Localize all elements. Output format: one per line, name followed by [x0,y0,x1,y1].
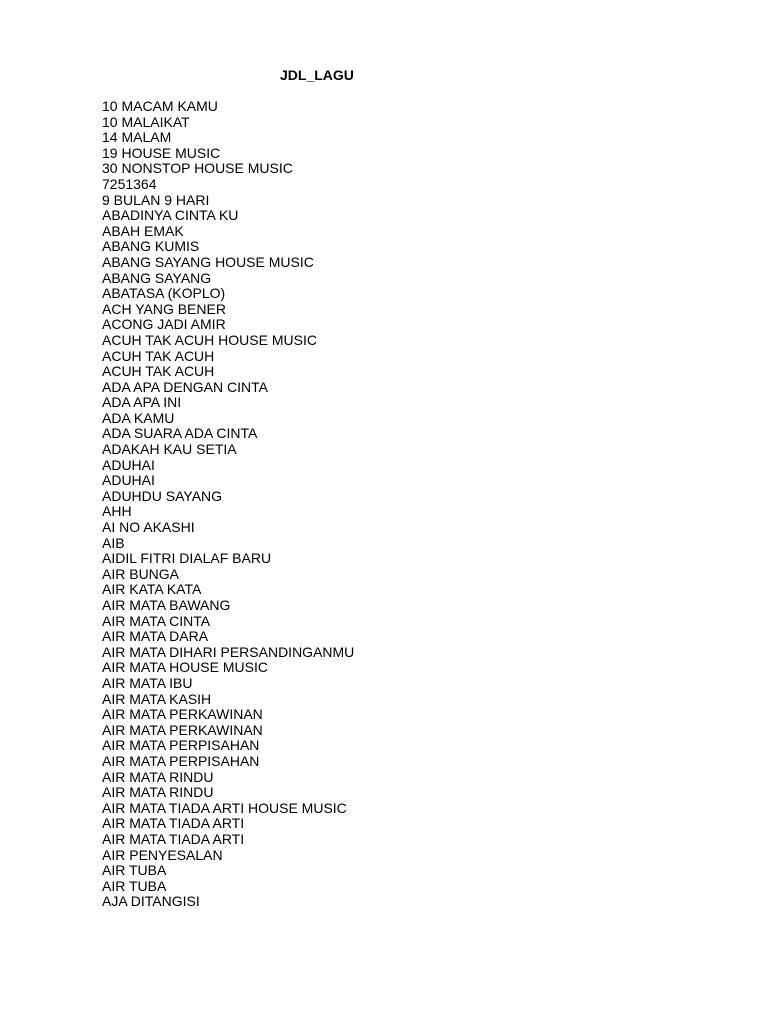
song-title: AIR MATA TIADA ARTI HOUSE MUSIC [102,799,347,816]
song-title: AIR MATA RINDU [102,768,214,785]
song-title: ADA SUARA ADA CINTA [102,425,258,442]
song-title: AIB [102,534,125,551]
song-title: AIR KATA KATA [102,581,202,598]
song-title: AIR TUBA [102,862,167,879]
song-title: ACUH TAK ACUH [102,347,215,364]
song-title: ABANG KUMIS [102,238,200,255]
song-title: ADA KAMU [102,409,175,426]
song-title: AJA DITANGISI [102,893,200,910]
song-title: ABANG SAYANG [102,269,212,286]
song-title: ACONG JADI AMIR [102,316,226,333]
song-title: 7251364 [102,175,157,192]
song-title: AIR MATA TIADA ARTI [102,830,245,847]
song-title: AIR MATA IBU [102,674,193,691]
song-title: AIR MATA PERKAWINAN [102,706,263,723]
song-title: AIR MATA DARA [102,628,209,645]
song-title: AIR PENYESALAN [102,846,223,863]
song-title: 19 HOUSE MUSIC [102,144,221,161]
song-title: AIR MATA TIADA ARTI [102,815,245,832]
song-title: AIR MATA DIHARI PERSANDINGANMU [102,643,355,660]
song-title: ABATASA (KOPLO) [102,285,226,302]
song-title: ADA APA INI [102,394,182,411]
song-title: AIDIL FITRI DIALAF BARU [102,550,272,567]
song-title: AIR MATA CINTA [102,612,211,629]
song-title: AIR TUBA [102,877,167,894]
song-title: AI NO AKASHI [102,519,195,536]
song-title: ADUHDU SAYANG [102,487,223,504]
song-title: ABADINYA CINTA KU [102,207,239,224]
song-title: ACUH TAK ACUH HOUSE MUSIC [102,331,317,348]
song-title: 30 NONSTOP HOUSE MUSIC [102,160,293,177]
song-title: 14 MALAM [102,129,172,146]
song-title: AIR BUNGA [102,565,180,582]
song-title: ADUHAI [102,456,155,473]
song-title: AIR MATA PERKAWINAN [102,721,263,738]
song-title: AIR MATA PERPISAHAN [102,737,260,754]
song-title: 10 MALAIKAT [102,113,190,130]
song-title: 10 MACAM KAMU [102,98,218,114]
song-title: ADUHAI [102,472,155,489]
song-title: AHH [102,503,132,520]
song-title: AIR MATA HOUSE MUSIC [102,659,268,676]
song-title: AIR MATA BAWANG [102,597,231,613]
song-title: ADA APA DENGAN CINTA [102,378,268,395]
song-title: AIR MATA RINDU [102,784,214,801]
song-title: ACUH TAK ACUH [102,363,215,380]
song-title: ABANG SAYANG HOUSE MUSIC [102,253,314,270]
song-title: AIR MATA KASIH [102,690,212,707]
column-header: JDL_LAGU [280,67,354,83]
song-list [102,99,354,910]
song-title: ACH YANG BENER [102,300,226,317]
song-title: AIR MATA PERPISAHAN [102,752,260,769]
song-title: ADAKAH KAU SETIA [102,441,237,458]
song-title: 9 BULAN 9 HARI [102,191,210,208]
song-title: ABAH EMAK [102,222,184,239]
